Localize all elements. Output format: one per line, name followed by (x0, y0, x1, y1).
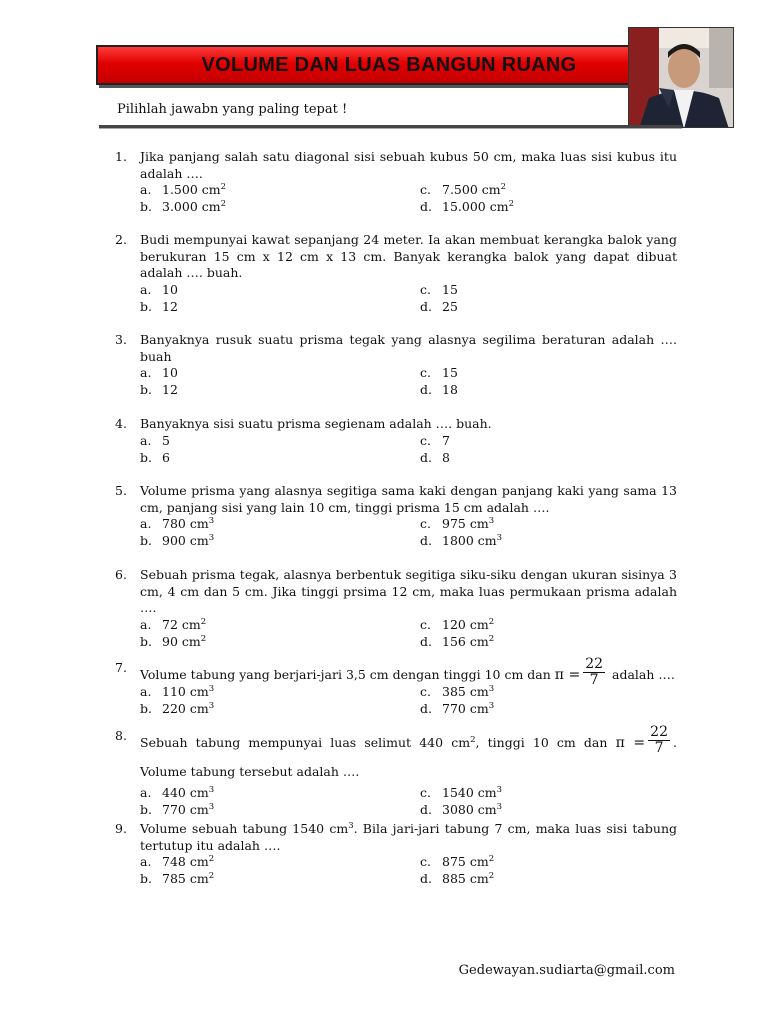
question-number: 7. (115, 660, 127, 675)
option-d: d. 1800 $cm^3$ (420, 533, 503, 548)
option-row (140, 282, 677, 299)
question-4 (115, 416, 677, 467)
option-d: d. 15.000 $cm^2$ (420, 199, 514, 214)
page-title: VOLUME DAN LUAS BANGUN RUANG (201, 54, 577, 76)
footer-email: Gedewayan.sudiarta@gmail.com (458, 963, 675, 978)
instruction-text: Pilihlah jawabn yang paling tepat ! (117, 102, 348, 117)
option-a: a. 110 $cm^3$ (140, 684, 215, 699)
option-row (140, 433, 677, 450)
option-row (140, 299, 677, 316)
option-row (140, 199, 677, 216)
pi-symbol: π = (554, 667, 581, 683)
option-row (140, 701, 677, 718)
option-b: b. 900 $cm^3$ (140, 533, 215, 548)
option-a: a. 780 $cm^3$ (140, 516, 215, 531)
option-row (140, 533, 677, 550)
option-d: d. 25 (420, 298, 458, 314)
fraction: $\frac{22}{7}$ (585, 656, 604, 688)
option-c: c. 975 $cm^3$ (420, 516, 495, 531)
question-number: 2. (115, 232, 127, 247)
option-a: a. 10 (140, 281, 178, 297)
option-b: b. 90 $cm^2$ (140, 633, 207, 649)
option-row (140, 182, 677, 199)
option-row (140, 802, 677, 819)
option-d: d. 156 $cm^2$ (420, 633, 495, 649)
option-row (140, 871, 677, 888)
author-photo (628, 27, 734, 128)
header-divider (99, 125, 682, 129)
option-a: a. 5 (140, 432, 170, 448)
option-c: c. 1540 $cm^3$ (420, 785, 503, 800)
question-9 (115, 821, 677, 888)
question-8 (115, 724, 677, 819)
option-row (140, 450, 677, 467)
option-b: b. 12 (140, 298, 178, 314)
option-a: a. 440 $cm^3$ (140, 785, 215, 800)
question-5 (115, 483, 677, 550)
option-c: c. 385 $cm^3$ (420, 684, 495, 699)
question-6 (115, 567, 677, 651)
option-b: b. 3.000 $cm^2$ (140, 199, 227, 214)
option-c: c. 15 (420, 365, 458, 380)
option-row (140, 382, 677, 399)
question-text: Volume sebuah tabung 1540 $cm^3$. Bila jari-jari tabung 7 cm, maka luas sisi tabung tertutup itu adalah …. (140, 821, 677, 853)
question-7 (115, 656, 677, 718)
option-row (140, 516, 677, 533)
question-text: Sebuah prisma tegak, alasnya berbentuk segitiga siku-siku dengan ukuran sisinya 3 cm, 4 cm dan 5 cm. Jika tinggi prsima 12 cm, maka luas permukaan prisma adalah …. (140, 567, 677, 615)
option-row (140, 365, 677, 382)
option-d: d. 8 (420, 449, 450, 465)
question-text: Sebuah tabung mempunyai luas selimut 440 $cm^2$, tinggi 10 cm dan π = $\frac{22}{7}$ . Volume tabung tersebut adalah …. (140, 724, 677, 779)
option-row (140, 785, 677, 802)
option-c: c. 875 $cm^2$ (420, 854, 495, 869)
option-c: c. 120 $cm^2$ (420, 616, 495, 632)
question-text: Volume prisma yang alasnya segitiga sama kaki dengan panjang kaki yang sama 13 cm, panjang sisi yang lain 10 cm, tinggi prisma 15 cm adalah …. (140, 483, 677, 515)
question-number: 6. (115, 567, 127, 582)
option-d: d. 3080 $cm^3$ (420, 802, 503, 817)
question-text: Banyaknya rusuk suatu prisma tegak yang alasnya segilima beraturan adalah …. buah (140, 332, 677, 364)
option-d: d. 770 $cm^3$ (420, 701, 495, 716)
option-a: a. 748 $cm^2$ (140, 854, 215, 869)
question-text: Banyaknya sisi suatu prisma segienam adalah …. buah. (140, 416, 492, 431)
option-b: b. 12 (140, 382, 178, 397)
option-c: c. 15 (420, 281, 458, 297)
question-1 (115, 149, 677, 216)
option-row (140, 684, 677, 701)
option-row (140, 617, 677, 634)
title-banner (96, 45, 682, 85)
question-text: Jika panjang salah satu diagonal sisi sebuah kubus 50 cm, maka luas sisi kubus itu adalah …. (140, 149, 677, 181)
question-text: Volume tabung yang berjari-jari 3,5 cm dengan tinggi 10 cm dan π = $\frac{22}{7}$ adalah …. (140, 656, 675, 688)
option-a: a. 72 $cm^2$ (140, 616, 207, 632)
question-text: Budi mempunyai kawat sepanjang 24 meter. Ia akan membuat kerangka balok yang berukuran 15 cm x 12 cm x 13 cm. Banyak kerangka balok yang dapat dibuat adalah …. buah. (140, 232, 677, 280)
question-number: 5. (115, 483, 127, 498)
option-d: d. 18 (420, 382, 458, 397)
question-number: 3. (115, 332, 127, 347)
option-b: b. 770 $cm^3$ (140, 802, 215, 817)
question-number: 8. (115, 728, 127, 743)
option-c: c. 7.500 $cm^2$ (420, 182, 507, 197)
option-a: a. 1.500 $cm^2$ (140, 182, 227, 197)
question-2 (115, 232, 677, 316)
question-3 (115, 332, 677, 399)
question-number: 4. (115, 416, 127, 431)
option-d: d. 885 $cm^2$ (420, 871, 495, 886)
question-number: 9. (115, 821, 127, 836)
option-b: b. 785 $cm^2$ (140, 871, 215, 886)
option-b: b. 220 $cm^3$ (140, 701, 215, 716)
option-c: c. 7 (420, 432, 450, 448)
option-b: b. 6 (140, 449, 170, 465)
pi-symbol: π = (615, 735, 646, 751)
option-a: a. 10 (140, 365, 178, 380)
option-row (140, 634, 677, 651)
option-row (140, 854, 677, 871)
question-number: 1. (115, 149, 127, 164)
fraction: $\frac{22}{7}$ (650, 724, 668, 756)
